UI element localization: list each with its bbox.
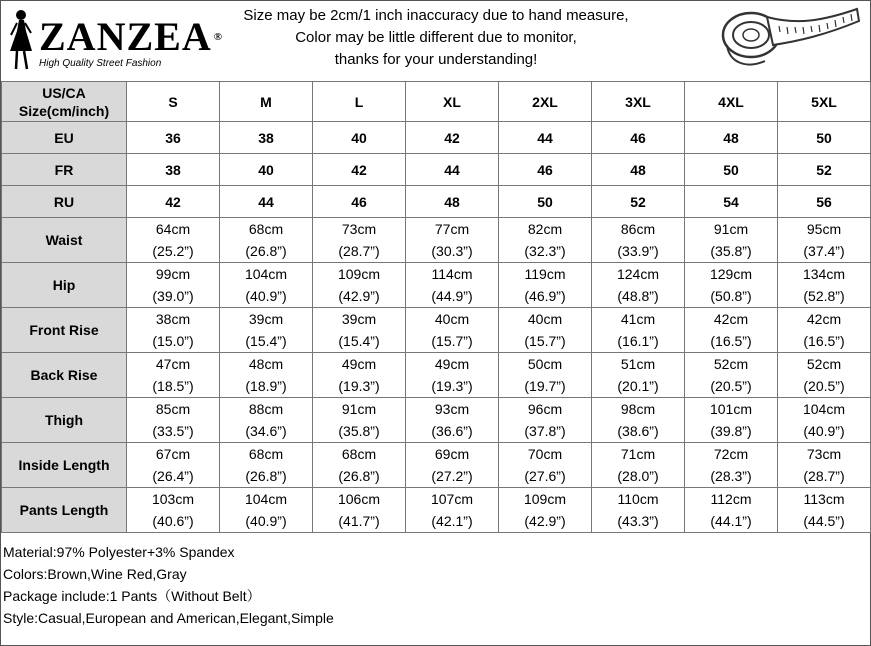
row-label: Pants Length <box>2 488 127 533</box>
row-label: Inside Length <box>2 443 127 488</box>
cell-text: 52cm <box>713 356 749 372</box>
cell-text: 40cm <box>434 311 470 327</box>
cell-text: (33.9”) <box>617 243 659 259</box>
measurement-cell <box>592 308 685 353</box>
conversion-cell: 52 <box>592 186 685 218</box>
cell-text: 110cm <box>617 491 659 507</box>
cell-text: 96cm <box>527 401 563 417</box>
cell-text: 134cm <box>802 266 846 282</box>
cell-text: 73cm <box>806 446 842 462</box>
measurement-cell <box>778 263 871 308</box>
measurement-cell <box>220 353 313 398</box>
measuring-tape-icon <box>717 5 863 75</box>
cell-text: (18.9”) <box>245 378 287 394</box>
measurement-cell <box>592 398 685 443</box>
cell-text: (28.3”) <box>710 468 752 484</box>
measurement-cell <box>499 488 592 533</box>
measurement-cell <box>127 353 220 398</box>
cell-text: (40.9”) <box>803 423 845 439</box>
measurement-cell <box>592 263 685 308</box>
cell-text: (19.3”) <box>431 378 473 394</box>
cell-text: (16.1”) <box>617 333 659 349</box>
measurement-cell <box>778 398 871 443</box>
measurement-cell <box>406 353 499 398</box>
measurement-cell <box>592 488 685 533</box>
cell-text: 68cm <box>341 446 377 462</box>
package-text: Package include:1 Pants（Without Belt） <box>3 588 261 604</box>
cell-text: (30.3”) <box>431 243 473 259</box>
conversion-cell: 48 <box>685 122 778 154</box>
measurement-cell <box>685 398 778 443</box>
cell-text: 42cm <box>713 311 749 327</box>
brand-name: ZANZEA ® <box>39 14 223 59</box>
cell-text: (44.5”) <box>803 513 845 529</box>
measurement-row <box>2 398 871 443</box>
cell-text: 68cm <box>248 221 284 237</box>
conversion-cell: 46 <box>499 154 592 186</box>
cell-text: (26.8”) <box>245 243 287 259</box>
cell-text: 51cm <box>620 356 656 372</box>
conversion-cell: 44 <box>406 154 499 186</box>
row-label: Front Rise <box>2 308 127 353</box>
cell-text: 41cm <box>620 311 656 327</box>
cell-text: (15.4”) <box>245 333 287 349</box>
measurement-cell <box>685 263 778 308</box>
cell-text: (25.2”) <box>152 243 194 259</box>
conversion-cell: 48 <box>406 186 499 218</box>
conversion-cell: 46 <box>313 186 406 218</box>
cell-text: 64cm <box>155 221 191 237</box>
size-header-cell: XL <box>406 82 499 122</box>
cell-text: 101cm <box>709 401 753 417</box>
cell-text: (27.6”) <box>524 468 566 484</box>
cell-text: (36.6”) <box>431 423 473 439</box>
conversion-cell: 46 <box>592 122 685 154</box>
conversion-cell: 52 <box>778 154 871 186</box>
cell-text: 112cm <box>710 491 752 507</box>
cell-text: 86cm <box>620 221 656 237</box>
measurement-cell <box>685 353 778 398</box>
measurement-cell <box>220 488 313 533</box>
cell-text: Size(cm/inch) <box>18 102 110 119</box>
measurement-cell <box>778 353 871 398</box>
measurement-cell <box>220 443 313 488</box>
material-text: Material:97% Polyester+3% Spandex <box>3 544 235 560</box>
measurement-cell <box>406 308 499 353</box>
notice-line: Color may be little different due to monitor, <box>295 29 577 46</box>
cell-text: 38cm <box>155 311 191 327</box>
measurement-row <box>2 353 871 398</box>
measurement-cell <box>313 218 406 263</box>
cell-text: 85cm <box>155 401 191 417</box>
measurement-cell <box>778 488 871 533</box>
cell-text: 113cm <box>803 491 845 507</box>
size-header-row <box>2 82 871 122</box>
measurement-cell <box>406 488 499 533</box>
measurement-cell <box>127 488 220 533</box>
cell-text: 104cm <box>244 491 288 507</box>
cell-text: (32.3”) <box>524 243 566 259</box>
size-header-cell: L <box>313 82 406 122</box>
measurement-cell <box>592 353 685 398</box>
row-label: FR <box>2 154 127 186</box>
row-label: Hip <box>2 263 127 308</box>
measurement-cell <box>220 218 313 263</box>
cell-text: 109cm <box>337 266 381 282</box>
cell-text: (44.9”) <box>431 288 473 304</box>
notice-line: Size may be 2cm/1 inch inaccuracy due to hand measure, <box>243 7 629 24</box>
model-silhouette-icon <box>5 7 41 73</box>
conversion-cell: 36 <box>127 122 220 154</box>
cell-text: 88cm <box>248 401 284 417</box>
cell-text: 107cm <box>430 491 474 507</box>
conversion-cell: 38 <box>127 154 220 186</box>
row-label: Waist <box>2 218 127 263</box>
cell-text: (52.8”) <box>803 288 845 304</box>
cell-text: (39.0”) <box>152 288 194 304</box>
cell-text: 71cm <box>620 446 656 462</box>
brand-slogan: High Quality Street Fashion <box>39 58 162 69</box>
row-label: Thigh <box>2 398 127 443</box>
conversion-cell: 42 <box>127 186 220 218</box>
cell-text: (33.5”) <box>152 423 194 439</box>
cell-text: (42.1”) <box>431 513 473 529</box>
conversion-cell: 42 <box>406 122 499 154</box>
conversion-cell: 44 <box>499 122 592 154</box>
measurement-cell <box>313 353 406 398</box>
measurement-cell <box>685 308 778 353</box>
measurement-cell <box>313 443 406 488</box>
cell-text: 70cm <box>527 446 563 462</box>
size-header-cell: 2XL <box>499 82 592 122</box>
conversion-row <box>2 122 871 154</box>
measurement-cell <box>127 308 220 353</box>
cell-text: 67cm <box>155 446 191 462</box>
conversion-cell: 48 <box>592 154 685 186</box>
cell-text: (46.9”) <box>524 288 566 304</box>
cell-text: 93cm <box>434 401 470 417</box>
cell-text: (37.4”) <box>803 243 845 259</box>
measure-notice <box>191 5 681 71</box>
cell-text: (15.7”) <box>524 333 566 349</box>
measurement-cell <box>313 398 406 443</box>
cell-text: 39cm <box>248 311 284 327</box>
cell-text: 91cm <box>713 221 749 237</box>
measurement-row <box>2 263 871 308</box>
cell-text: 52cm <box>806 356 842 372</box>
cell-text: 119cm <box>524 266 566 282</box>
cell-text: 49cm <box>434 356 470 372</box>
conversion-cell: 50 <box>499 186 592 218</box>
measurement-cell <box>220 398 313 443</box>
cell-text: 73cm <box>341 221 377 237</box>
cell-text: 40cm <box>527 311 563 327</box>
measurement-cell <box>313 263 406 308</box>
cell-text: (19.3”) <box>338 378 380 394</box>
conversion-row <box>2 186 871 218</box>
cell-text: (43.3”) <box>617 513 659 529</box>
cell-text: (39.8”) <box>710 423 752 439</box>
cell-text: 72cm <box>713 446 749 462</box>
cell-text: 77cm <box>434 221 470 237</box>
measurement-cell <box>127 443 220 488</box>
cell-text: 124cm <box>616 266 660 282</box>
notice-line: thanks for your understanding! <box>334 51 538 68</box>
measurement-cell <box>778 443 871 488</box>
cell-text: 69cm <box>434 446 470 462</box>
size-header-cell: 3XL <box>592 82 685 122</box>
measurement-cell <box>127 398 220 443</box>
header <box>1 1 870 81</box>
cell-text: (41.7”) <box>338 513 380 529</box>
cell-text: 42cm <box>806 311 842 327</box>
measurement-cell <box>778 218 871 263</box>
cell-text: 68cm <box>248 446 284 462</box>
style-text: Style:Casual,European and American,Elegant,Simple <box>3 610 334 626</box>
row-label: Back Rise <box>2 353 127 398</box>
colors-text: Colors:Brown,Wine Red,Gray <box>3 566 187 582</box>
measurement-cell <box>499 353 592 398</box>
cell-text: (26.8”) <box>338 468 380 484</box>
measurement-cell <box>499 218 592 263</box>
size-header-cell: 4XL <box>685 82 778 122</box>
corner-header <box>2 82 127 122</box>
cell-text: (35.8”) <box>710 243 752 259</box>
size-header-cell: 5XL <box>778 82 871 122</box>
measurement-cell <box>685 218 778 263</box>
measurement-cell <box>499 398 592 443</box>
cell-text: 49cm <box>341 356 377 372</box>
cell-text: (44.1”) <box>710 513 752 529</box>
cell-text: (15.4”) <box>338 333 380 349</box>
cell-text: (42.9”) <box>524 513 566 529</box>
measurement-cell <box>313 488 406 533</box>
conversion-cell: 54 <box>685 186 778 218</box>
cell-text: (26.4”) <box>152 468 194 484</box>
measurement-cell <box>499 443 592 488</box>
measurement-cell <box>127 218 220 263</box>
cell-text: 106cm <box>337 491 381 507</box>
measurement-row <box>2 488 871 533</box>
cell-text: (18.5”) <box>152 378 194 394</box>
cell-text: 39cm <box>341 311 377 327</box>
cell-text: 104cm <box>802 401 846 417</box>
row-label: EU <box>2 122 127 154</box>
cell-text: (28.7”) <box>338 243 380 259</box>
cell-text: (48.8”) <box>617 288 659 304</box>
cell-text: 114cm <box>431 266 473 282</box>
cell-text: 50cm <box>527 356 563 372</box>
measurement-row <box>2 308 871 353</box>
cell-text: (40.9”) <box>245 513 287 529</box>
cell-text: 99cm <box>155 266 191 282</box>
conversion-cell: 40 <box>313 122 406 154</box>
measurement-cell <box>499 263 592 308</box>
cell-text: (40.6”) <box>152 513 194 529</box>
cell-text: 109cm <box>523 491 567 507</box>
cell-text: (28.7”) <box>803 468 845 484</box>
cell-text: (15.7”) <box>431 333 473 349</box>
measurement-cell <box>592 218 685 263</box>
conversion-cell: 50 <box>685 154 778 186</box>
size-header-cell: S <box>127 82 220 122</box>
measurement-row <box>2 443 871 488</box>
cell-text: (19.7”) <box>524 378 566 394</box>
conversion-cell: 50 <box>778 122 871 154</box>
cell-text: 103cm <box>151 491 195 507</box>
row-label: RU <box>2 186 127 218</box>
measurement-cell <box>406 443 499 488</box>
cell-text: (20.5”) <box>710 378 752 394</box>
cell-text: (15.0”) <box>152 333 194 349</box>
measurement-cell <box>778 308 871 353</box>
brand-logo <box>5 7 223 73</box>
cell-text: 91cm <box>341 401 377 417</box>
cell-text: (20.1”) <box>617 378 659 394</box>
cell-text: (37.8”) <box>524 423 566 439</box>
conversion-cell: 56 <box>778 186 871 218</box>
measurement-cell <box>313 308 406 353</box>
cell-text: 47cm <box>155 356 191 372</box>
cell-text: 82cm <box>527 221 563 237</box>
measurement-cell <box>592 443 685 488</box>
cell-text: (27.2”) <box>431 468 473 484</box>
measurement-cell <box>406 218 499 263</box>
cell-text: (40.9”) <box>245 288 287 304</box>
cell-text: 98cm <box>620 401 656 417</box>
product-info <box>3 541 334 629</box>
cell-text: (34.6”) <box>245 423 287 439</box>
measurement-row <box>2 218 871 263</box>
measurement-cell <box>127 263 220 308</box>
measurement-cell <box>685 443 778 488</box>
conversion-cell: 38 <box>220 122 313 154</box>
cell-text: (16.5”) <box>803 333 845 349</box>
measurement-cell <box>220 308 313 353</box>
measurement-cell <box>220 263 313 308</box>
cell-text: 95cm <box>806 221 842 237</box>
cell-text: (20.5”) <box>803 378 845 394</box>
conversion-cell: 44 <box>220 186 313 218</box>
cell-text: US/CA <box>42 84 86 101</box>
cell-text: (26.8”) <box>245 468 287 484</box>
cell-text: (16.5”) <box>710 333 752 349</box>
measurement-cell <box>406 263 499 308</box>
cell-text: 104cm <box>244 266 288 282</box>
size-table <box>1 81 871 533</box>
cell-text: (35.8”) <box>338 423 380 439</box>
conversion-cell: 42 <box>313 154 406 186</box>
size-header-cell: M <box>220 82 313 122</box>
cell-text: (28.0”) <box>617 468 659 484</box>
measurement-cell <box>499 308 592 353</box>
cell-text: (50.8”) <box>710 288 752 304</box>
cell-text: (42.9”) <box>338 288 380 304</box>
cell-text: 129cm <box>709 266 753 282</box>
cell-text: (38.6”) <box>617 423 659 439</box>
measurement-cell <box>685 488 778 533</box>
conversion-row <box>2 154 871 186</box>
conversion-cell: 40 <box>220 154 313 186</box>
cell-text: 48cm <box>248 356 284 372</box>
measurement-cell <box>406 398 499 443</box>
